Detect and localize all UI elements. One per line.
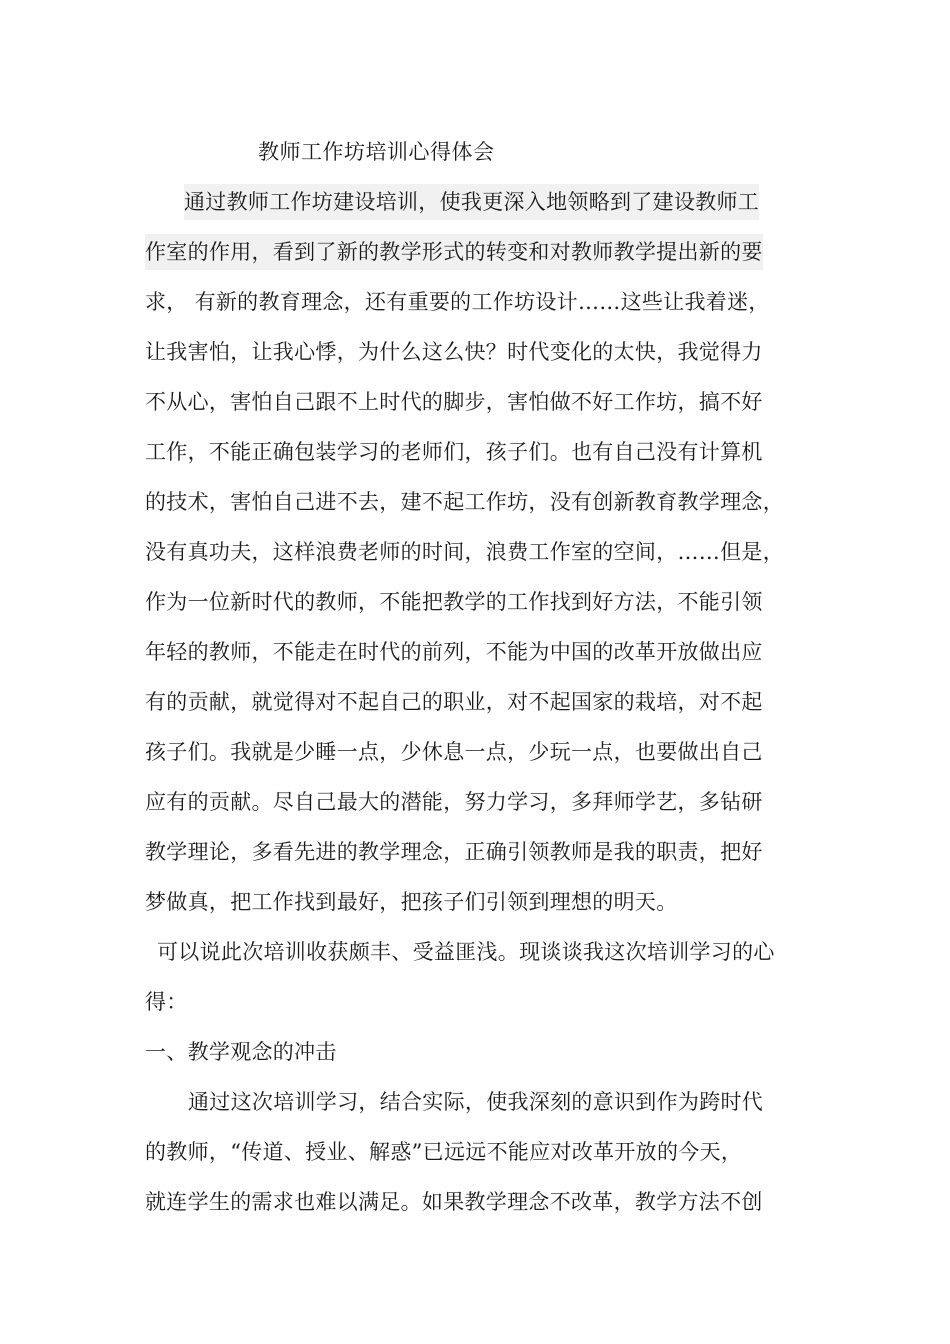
paragraph-line: 的技术，害怕自己进不去，建不起工作坊，没有创新教育教学理念， xyxy=(145,490,784,514)
paragraph-line: 不从心，害怕自己跟不上时代的脚步，害怕做不好工作坊，搞不好 xyxy=(145,390,763,414)
paragraph-line: 教学理论，多看先进的教学理念，正确引领教师是我的职责，把好 xyxy=(145,840,763,864)
paragraph-line: 得： xyxy=(145,990,188,1014)
paragraph-line: 就连学生的需求也难以满足。如果教学理念不改革，教学方法不创 xyxy=(145,1190,763,1214)
paragraph-line: 求， 有新的教育理念，还有重要的工作坊设计……这些让我着迷， xyxy=(145,290,770,314)
paragraph-line: 年轻的教师，不能走在时代的前列，不能为中国的改革开放做出应 xyxy=(145,640,763,664)
paragraph-line: 通过教师工作坊建设培训，使我更深入地领略到了建设教师工 xyxy=(184,184,759,220)
paragraph-line: 孩子们。我就是少睡一点，少休息一点，少玩一点，也要做出自己 xyxy=(145,740,763,764)
document-title: 教师工作坊培训心得体会 xyxy=(258,140,495,164)
paragraph-line: 工作，不能正确包装学习的老师们，孩子们。也有自己没有计算机 xyxy=(145,440,763,464)
paragraph-line: 的教师，“传道、授业、解惑”已远远不能应对改革开放的今天， xyxy=(145,1140,743,1164)
paragraph-line: 没有真功夫，这样浪费老师的时间，浪费工作室的空间，……但是， xyxy=(145,540,784,564)
paragraph-line: 可以说此次培训收获颇丰、受益匪浅。现谈谈我这次培训学习的心 xyxy=(157,940,775,964)
paragraph-line: 让我害怕，让我心悸，为什么这么快？时代变化的太快，我觉得力 xyxy=(145,340,763,364)
section-heading: 一、教学观念的冲击 xyxy=(145,1040,337,1064)
paragraph-line: 作为一位新时代的教师，不能把教学的工作找到好方法，不能引领 xyxy=(145,590,763,614)
paragraph-line: 有的贡献，就觉得对不起自己的职业，对不起国家的栽培，对不起 xyxy=(145,690,763,714)
paragraph-line: 梦做真，把工作找到最好，把孩子们引领到理想的明天。 xyxy=(145,890,678,914)
paragraph-line: 应有的贡献。尽自己最大的潜能，努力学习，多拜师学艺，多钻研 xyxy=(145,790,763,814)
paragraph-line: 作室的作用，看到了新的教学形式的转变和对教师教学提出新的要 xyxy=(145,234,763,270)
paragraph-line: 通过这次培训学习，结合实际，使我深刻的意识到作为跨时代 xyxy=(188,1090,764,1114)
